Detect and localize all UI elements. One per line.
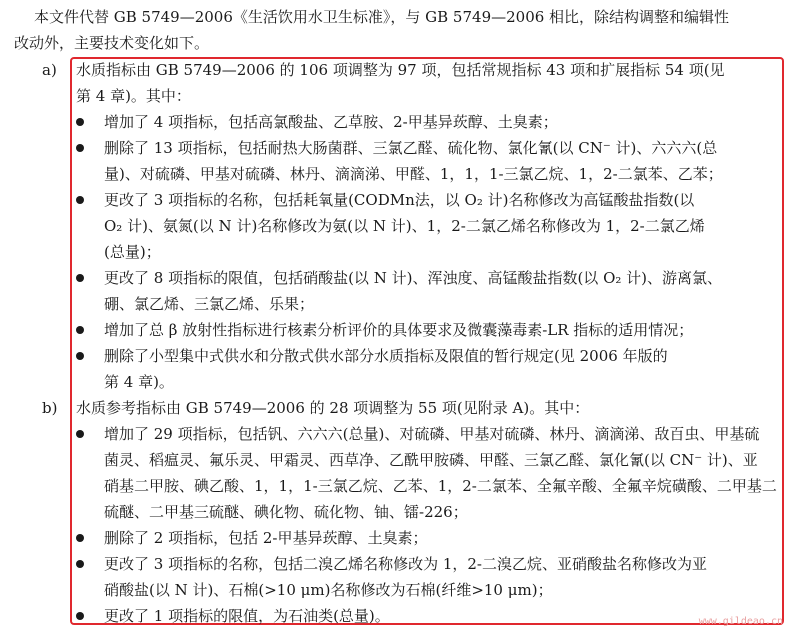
list-item [76, 265, 778, 317]
list-item-line: 更改了 1 项指标的限值，为石油类(总量)。 [104, 607, 390, 625]
section-b-lead-line-1: 水质参考指标由 GB 5749—2006 的 28 项调整为 55 项(见附录 A)。其中： [76, 399, 590, 417]
list-item-text [104, 109, 780, 135]
section-b-marker: b) [42, 399, 58, 417]
section-a-lead [76, 57, 778, 109]
list-item [76, 135, 778, 187]
list-item-text [104, 525, 780, 551]
section-a-marker: a) [42, 61, 57, 79]
list-item-text [104, 551, 780, 603]
list-item-text [104, 317, 780, 343]
list-item-text [104, 603, 780, 629]
list-item-line: 删除了 13 项指标，包括耐热大肠菌群、三氯乙醛、硫化物、氯化氰(以 CN⁻ 计)、六六六(总 [104, 139, 718, 157]
list-item-line: O₂ 计)、氨氮(以 N 计)名称修改为氨(以 N 计)、1，2-二氯乙烯名称修改为 1，2-二氯乙烯 [104, 217, 705, 235]
list-item-line: 更改了 3 项指标的名称，包括耗氧量(CODMn法，以 O₂ 计)名称修改为高锰酸盐指数(以 [104, 191, 695, 209]
list-item-line: 增加了 29 项指标，包括钒、六六六(总量)、对硫磷、甲基对硫磷、林丹、滴滴涕、敌百虫、甲基硫 [104, 425, 760, 443]
bullet-icon [76, 326, 84, 334]
bullet-icon [76, 534, 84, 542]
list-item [76, 343, 778, 395]
list-item [76, 187, 778, 265]
list-item-line: 更改了 3 项指标的名称，包括二溴乙烯名称修改为 1，2-二溴乙烷、亚硝酸盐名称修改为亚 [104, 555, 708, 573]
list-item-line: 第 4 章)。 [104, 373, 174, 391]
bullet-icon [76, 144, 84, 152]
section-a-lead-line-2: 第 4 章)。其中： [76, 87, 191, 105]
bullet-icon [76, 612, 84, 620]
list-item-line: 删除了 2 项指标，包括 2-甲基异莰醇、土臭素； [104, 529, 428, 547]
list-item [76, 525, 778, 551]
list-item-text [104, 187, 780, 265]
list-item-line: 硝基二甲胺、碘乙酸、1，1，1-三氯乙烷、乙苯、1，2-二氯苯、全氟辛酸、全氟辛烷磺酸、二甲基二 [104, 477, 777, 495]
list-item-line: 量)、对硫磷、甲基对硫磷、林丹、滴滴涕、甲醛、1，1，1-三氯乙烷、1，2-二氯苯、乙苯； [104, 165, 723, 183]
list-item [76, 603, 778, 629]
list-item-text [104, 135, 780, 187]
list-item [76, 551, 778, 603]
list-item-text [104, 343, 780, 395]
list-item-text [104, 265, 780, 317]
section-a-lead-line-1: 水质指标由 GB 5749—2006 的 106 项调整为 97 项，包括常规指标 43 项和扩展指标 54 项(见 [76, 61, 725, 79]
list-item-line: 增加了总 β 放射性指标进行核素分析评价的具体要求及微囊藻毒素-LR 指标的适用情况； [104, 321, 694, 339]
bullet-icon [76, 196, 84, 204]
watermark: www.gildeao.cn [698, 616, 783, 627]
list-item-line: 删除了小型集中式供水和分散式供水部分水质指标及限值的暂行规定(见 2006 年版的 [104, 347, 668, 365]
list-item-line: 增加了 4 项指标，包括高氯酸盐、乙草胺、2-甲基异莰醇、土臭素； [104, 113, 558, 131]
intro-paragraph [14, 4, 784, 56]
list-item-line: (总量)； [104, 243, 161, 261]
list-item-text [104, 421, 780, 525]
list-item-line: 硼、氯乙烯、三氯乙烯、乐果； [104, 295, 315, 313]
list-item-line: 更改了 8 项指标的限值，包括硝酸盐(以 N 计)、浑浊度、高锰酸盐指数(以 O₂ 计)、游离氯、 [104, 269, 722, 287]
bullet-icon [76, 560, 84, 568]
intro-line-1: 本文件代替 GB 5749—2006《生活饮用水卫生标准》，与 GB 5749—2006 相比，除结构调整和编辑性 [34, 8, 730, 26]
list-item [76, 109, 778, 135]
section-b-lead [76, 395, 778, 421]
bullet-icon [76, 352, 84, 360]
bullet-icon [76, 274, 84, 282]
bullet-icon [76, 430, 84, 438]
list-item [76, 317, 778, 343]
intro-line-2: 改动外，主要技术变化如下。 [14, 34, 210, 52]
list-item-line: 硫醚、二甲基三硫醚、碘化物、硫化物、铀、镭-226； [104, 503, 468, 521]
list-item-line: 菌灵、稻瘟灵、氟乐灵、甲霜灵、西草净、乙酰甲胺磷、甲醛、三氯乙醛、氯化氰(以 CN⁻ 计)、亚 [104, 451, 758, 469]
list-item-line: 硝酸盐(以 N 计)、石棉(>10 μm)名称修改为石棉(纤维>10 μm)； [104, 581, 553, 599]
bullet-icon [76, 118, 84, 126]
list-item [76, 421, 778, 525]
